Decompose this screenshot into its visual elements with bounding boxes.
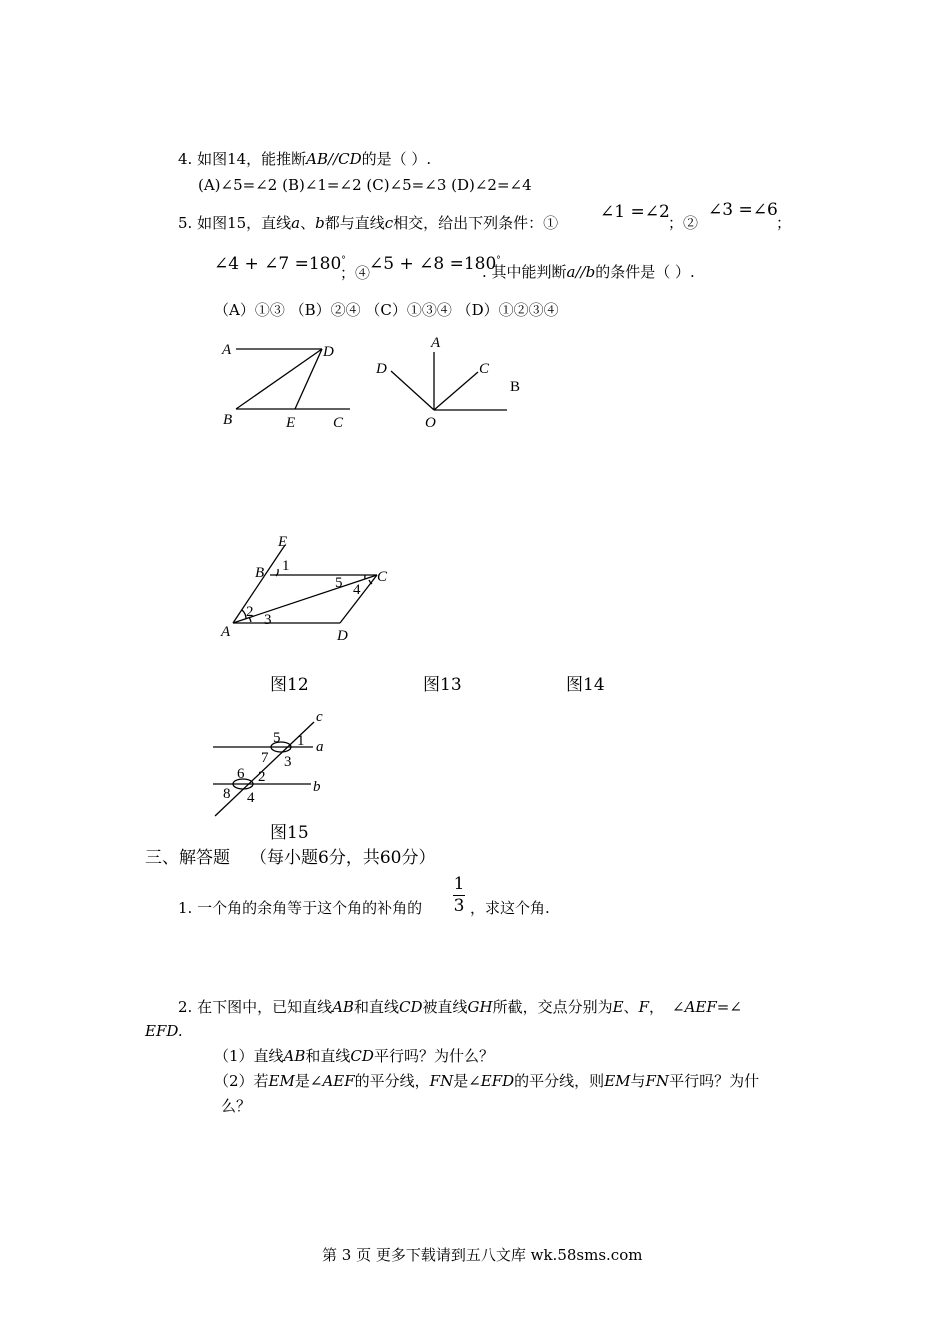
fig12-label-E: E — [286, 415, 296, 431]
page-footer: 第 3 页 更多下载请到五八文库 wk.58sms.com — [322, 1246, 643, 1264]
caption-fig15: 图15 — [270, 823, 309, 843]
fig13-label-D: D — [376, 361, 387, 377]
problem-1-fraction: 1 3 — [453, 874, 465, 916]
fig15-angle-4: 4 — [247, 790, 255, 806]
problem-2-sub-1: （1）直线AB和直线CD平行吗？为什么？ — [214, 1047, 494, 1065]
fig15-angle-1: 1 — [297, 733, 305, 749]
q5-tail: . 其中能判断a//b的条件是（ ）. — [482, 263, 695, 281]
section-3-title: 三、解答题 （每小题6分，共60分） — [145, 848, 436, 868]
fig14-angle-3: 3 — [264, 612, 272, 628]
fig14-label-D: D — [337, 628, 348, 644]
q5-cond4: ∠5 + ∠8 =180° — [369, 254, 501, 274]
fig15-angle-7: 7 — [261, 750, 269, 766]
q5-semi: ； — [776, 214, 792, 232]
problem-2-line-1: 2. 在下图中，已知直线AB和直线CD被直线GH所截，交点分别为E、F， ∠AEF=∠ — [178, 998, 742, 1016]
fig15-angle-6: 6 — [237, 766, 245, 782]
fig14-angle-5: 5 — [335, 575, 343, 591]
problem-2-sub-2-cont: 么？ — [221, 1097, 252, 1115]
fig12-label-B: B — [223, 412, 233, 428]
fig15-angle-5: 5 — [273, 730, 281, 746]
q4-stem: 4. 如图14，能推断AB//CD的是（ ）. — [178, 150, 432, 168]
q5-mark2: ；② — [668, 214, 699, 232]
fig12-label-A: A — [222, 342, 232, 358]
problem-2-line-2: EFD. — [145, 1022, 183, 1040]
fig14-angle-4: 4 — [353, 582, 361, 598]
fig12-label-C: C — [333, 415, 344, 431]
fig13-label-O: O — [425, 415, 436, 431]
fig15-label-c: c — [316, 709, 323, 725]
q5-options: （A）①③ （B）②④ （C）①③④ （D）①②③④ — [214, 301, 559, 319]
fig15-angle-3: 3 — [284, 754, 292, 770]
fig12-label-D: D — [323, 344, 334, 360]
fig14-angle-1: 1 — [282, 558, 290, 574]
fig15-label-b: b — [313, 779, 321, 795]
fig13-label-A: A — [431, 335, 441, 351]
fig13-label-C: C — [479, 361, 490, 377]
fig13-label-B: B — [510, 379, 521, 395]
fig14-label-E: E — [278, 534, 288, 550]
caption-fig14: 图14 — [566, 675, 605, 695]
fig14-label-A: A — [221, 624, 231, 640]
fig15-angle-2: 2 — [258, 769, 266, 785]
problem-1-text-a: 1. 一个角的余角等于这个角的补角的 — [178, 899, 423, 917]
fig14-label-C: C — [377, 569, 388, 585]
caption-fig13: 图13 — [423, 675, 462, 695]
q5-stem: 5. 如图15，直线a、b都与直线c相交，给出下列条件：① — [178, 214, 559, 232]
q4-options: (A)∠5=∠2 (B)∠1=∠2 (C)∠5=∠3 (D)∠2=∠4 — [198, 176, 532, 194]
q5-cond3: ∠4 + ∠7 =180° — [214, 254, 346, 274]
fig15-angle-8: 8 — [223, 786, 231, 802]
fig14-label-B: B — [255, 565, 265, 581]
caption-fig12: 图12 — [270, 675, 309, 695]
q5-cond2: ∠3 =∠6 — [708, 200, 778, 220]
problem-1-text-b: ，求这个角. — [470, 899, 550, 917]
fig15-label-a: a — [316, 739, 324, 755]
q5-cond1: ∠1 =∠2 — [600, 202, 670, 222]
figure-13 — [391, 352, 507, 410]
problem-2-sub-2: （2）若EM是∠AEF的平分线，FN是∠EFD的平分线，则EM与FN平行吗？为什 — [214, 1072, 760, 1090]
fig14-angle-2: 2 — [246, 604, 254, 620]
q5-mark4: ；④ — [340, 264, 371, 282]
